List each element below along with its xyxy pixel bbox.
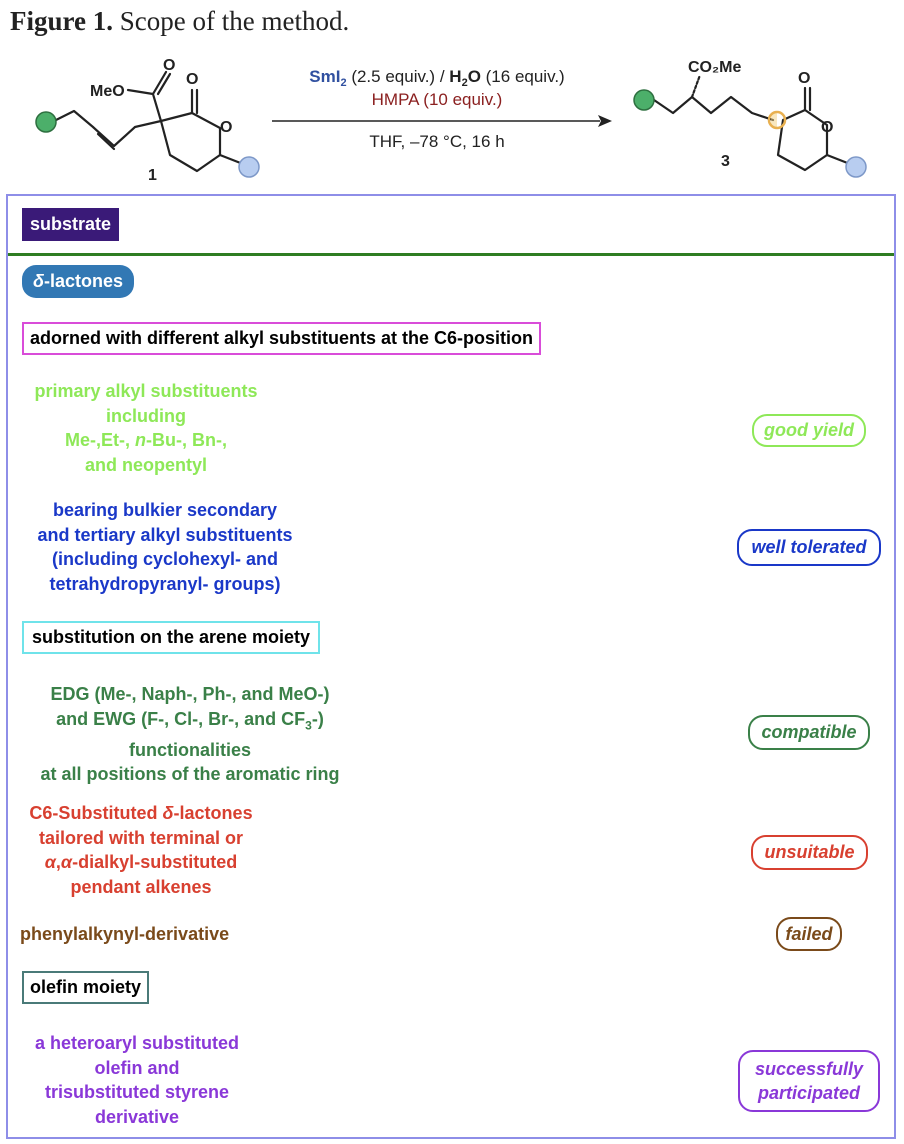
- alkene-second-bond: [98, 134, 114, 149]
- lactone-ring-1: [161, 113, 220, 171]
- result-compatible: compatible: [748, 715, 870, 750]
- desc-edg-ewg: EDG (Me-, Naph-, Ph-, and MeO-) and EWG (F-, Cl-, Br-, and $CF_3-$) functionalities at all positions of the aromatic ring: [40, 684, 340, 785]
- svg-text:O: O: [821, 119, 834, 136]
- svg-text:O: O: [798, 70, 811, 87]
- reagent-line-1: SmI$_2$ (2.5 equiv.) / $H_2O$ (16 equiv.): [309, 67, 565, 89]
- substrate-header: substrate: [22, 208, 119, 241]
- svg-text:O: O: [186, 71, 199, 88]
- compound-3-label: 3: [721, 153, 730, 170]
- figure-label: Figure 1.: [10, 6, 113, 36]
- green-group-circle-product: [634, 90, 654, 110]
- header-divider: [8, 253, 894, 256]
- blue-group-circle-product: [846, 157, 866, 177]
- reaction-arrow-head: [598, 115, 612, 127]
- result-well-tolerated: well tolerated: [737, 529, 881, 566]
- result-unsuitable: unsuitable: [751, 835, 868, 870]
- chain-bonds-3: [654, 97, 773, 120]
- desc-phenylalkynyl: phenylalkynyl-derivative: [20, 924, 230, 944]
- green-group-circle: [36, 112, 56, 132]
- figure-caption-text: Scope of the method.: [119, 6, 350, 36]
- blue-group-circle: [239, 157, 259, 177]
- figure-caption: [10, 6, 349, 37]
- desc-c6-lactones: C6-Substituted δ-lactones tailored with terminal or α,α-dialkyl-substituted pendant alkenes: [29, 803, 253, 897]
- result-failed: failed: [776, 917, 842, 951]
- result-good-yield: good yield: [752, 414, 866, 447]
- section-heading-olefin: olefin moiety: [22, 971, 149, 1004]
- desc-heteroaryl-olefin: a heteroaryl substituted olefin and trisubstituted styrene derivative: [34, 1033, 240, 1127]
- chain-bonds-1: [54, 111, 161, 146]
- desc-bulky-alkyl: bearing bulkier secondary and tertiary alkyl substituents (including cyclohexyl- and tetrahydropyranyl- groups): [37, 500, 293, 594]
- compound-1-label: 1: [148, 167, 157, 184]
- lactone-class-tag: δ-lactones: [22, 265, 134, 298]
- reagent-line-2: HMPA (10 equiv.): [371, 90, 503, 109]
- reaction-scheme: [0, 50, 904, 190]
- result-successfully-participated: successfully participated: [738, 1050, 880, 1112]
- svg-text:O: O: [163, 57, 176, 74]
- section-heading-arene: substitution on the arene moiety: [22, 621, 320, 654]
- conditions-text: THF, –78 °C, 16 h: [369, 132, 505, 151]
- svg-text:O: O: [220, 119, 233, 136]
- desc-primary-alkyl: primary alkyl substituents including Me-,Et-, n-Bu-, Bn-, and neopentyl: [34, 381, 258, 475]
- ester-product-label: CO₂Me: [688, 59, 742, 76]
- lactone-carbonyl-1: [192, 90, 197, 113]
- scope-panel: [6, 194, 896, 1139]
- section-heading-alkyl: adorned with different alkyl substituents at the C6-position: [22, 322, 541, 355]
- lactone-carbonyl-3: [805, 88, 810, 110]
- ester-bond-3: [692, 75, 700, 97]
- ester-oxygen-label: MeO: [90, 83, 125, 100]
- ester-bonds-1: [128, 72, 166, 121]
